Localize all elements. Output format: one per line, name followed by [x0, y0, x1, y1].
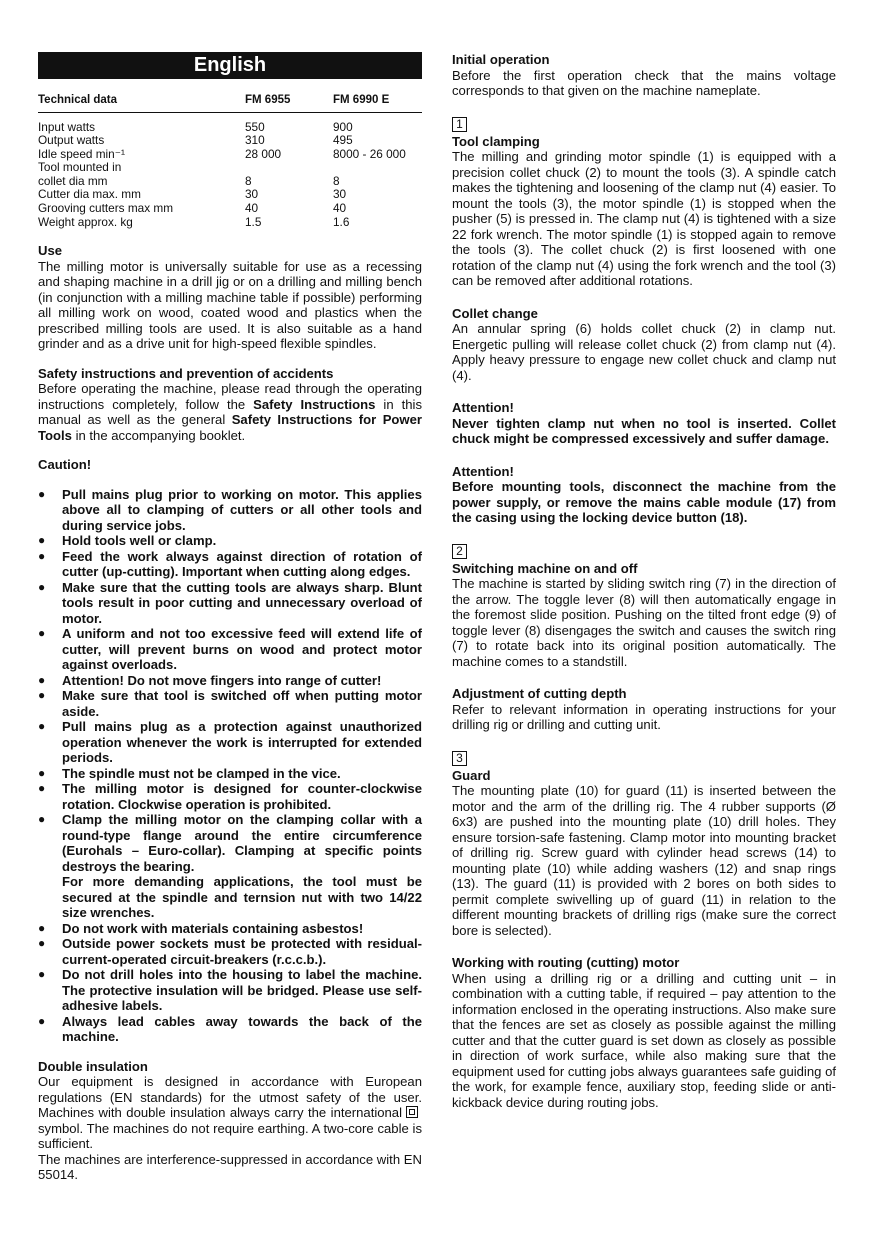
list-item: ● Make sure that tool is switched off when putting motor aside.	[38, 688, 422, 719]
list-item: ● Always lead cables away towards the back of the machine.	[38, 1014, 422, 1045]
language-banner: English	[38, 52, 422, 79]
routing-section	[452, 955, 836, 1110]
attention-1-section	[452, 400, 836, 447]
caution-extra-note: For more demanding applications, the tool must be secured at the spindle and ternsion nut with two 14/22 size wrenches.	[62, 874, 422, 921]
switching-section	[452, 543, 836, 670]
initial-operation-body: Before the first operation check that the mains voltage corresponds to that given on the machine nameplate.	[452, 67, 836, 98]
attention-2-body: Before mounting tools, disconnect the machine from the power supply, or remove the mains cable module (17) from the casing using the locking device button (18).	[452, 479, 836, 525]
table-row: Idle speed min⁻¹ 28 000 8000 - 26 000	[38, 146, 406, 161]
collet-change-section	[452, 306, 836, 384]
attention-2-heading: Attention!	[452, 463, 514, 479]
table-row: Cutter dia max. mm 30 30	[38, 187, 347, 202]
caution-list	[38, 487, 422, 1045]
list-item: ● Make sure that the cutting tools are always sharp. Blunt tools result in poor cutting and unnecessary overload of motor.	[38, 580, 422, 627]
figure-number-3: 3	[452, 751, 467, 766]
model-2-heading: FM 6990 E	[333, 94, 390, 106]
list-item: ● Do not work with materials containing asbestos!	[38, 921, 422, 937]
tool-clamping-body: The milling and grinding motor spindle (1) is equipped with a precision collet chuck (2) to mount the tools (3). A spindle catch makes the tightening and loosening of the clamp nut (4) easier. To mount the tools (3), the motor spindle (1) is stopped when the pusher (5) is pressed in. The clamp nut (4) is tightened with a size 22 fork wrench. The motor spindle (1) is stopped again to remove the tools (3). The collet chuck (2) is first loosened with one rotation of the clamp nut (4) using the fork wrench and the tool (3) can be removed after additional rotations.	[452, 149, 836, 288]
left-column	[38, 52, 422, 1183]
cutting-depth-body: Refer to relevant information in operating instructions for your drilling rig or drilling and cutting unit.	[452, 701, 836, 732]
attention-1-heading: Attention!	[452, 400, 514, 415]
technical-data-heading: Technical data	[38, 94, 118, 106]
collet-change-body: An annular spring (6) holds collet chuck (2) in clamp nut. Energetic pulling will release collet chuck (2) from clamp nut (4). Apply heavy pressure to engage new collet chuck and clamp nut (4).	[452, 321, 836, 383]
tool-clamping-section	[452, 116, 836, 289]
double-insulation-icon	[406, 1106, 418, 1118]
routing-heading: Working with routing (cutting) motor	[452, 955, 680, 970]
list-item: ● Pull mains plug prior to working on motor. This applies above all to clamping of cutters or all other tools and during service jobs.	[38, 487, 422, 534]
safety-section	[38, 366, 422, 444]
model-1-heading: FM 6955	[245, 94, 291, 106]
initial-operation-section	[452, 52, 836, 99]
caution-section	[38, 457, 422, 1045]
figure-number-1: 1	[452, 117, 467, 132]
table-row: Output watts 310 495	[38, 133, 353, 148]
list-item: ● The milling motor is designed for counter-clockwise rotation. Clockwise operation is prohibited.	[38, 781, 422, 812]
tool-clamping-heading: Tool clamping	[452, 133, 540, 149]
list-item: ● A uniform and not too excessive feed will extend life of cutter, will prevent burns on wood and protect motor against overloads.	[38, 626, 422, 673]
collet-change-heading: Collet change	[452, 305, 538, 321]
attention-2-section	[452, 464, 836, 526]
cutting-depth-section	[452, 686, 836, 733]
list-item: ● Clamp the milling motor on the clamping collar with a round-type flange around the entire circumference (Eurohals – Euro-collar). Clamping at specific points destroys the bearing. For more demanding applications, the tool must be secured at the spindle and ternsion nut with two 14/22 size wrenches.	[38, 812, 422, 921]
table-row: collet dia mm 8 8	[38, 173, 340, 188]
switching-heading: Switching machine on and off	[452, 560, 638, 576]
table-row: Grooving cutters max mm 40 40	[38, 201, 347, 216]
table-row: Weight approx. kg 1.5 1.6	[38, 214, 350, 229]
list-item: ● Do not drill holes into the housing to label the machine. The protective insulation will be bridged. Please use self-adhesive labels.	[38, 967, 422, 1014]
caution-heading: Caution!	[38, 457, 92, 473]
list-item: ● Feed the work always against direction of rotation of cutter (up-cutting). Important when cutting along edges.	[38, 549, 422, 580]
cutting-depth-heading: Adjustment of cutting depth	[452, 686, 627, 701]
right-column	[452, 52, 836, 1110]
initial-operation-heading: Initial operation	[452, 52, 550, 67]
list-item: ● Hold tools well or clamp.	[38, 533, 422, 549]
guard-section	[452, 750, 836, 939]
table-row: Input watts 550 900	[38, 119, 353, 134]
technical-data-table	[38, 93, 422, 229]
double-insulation-heading: Double insulation	[38, 1058, 148, 1074]
switching-body: The machine is started by sliding switch ring (7) in the direction of the arrow. The toggle lever (8) will then automatically engage in the foremost slide position. Pushing on the tilted front edge (9) of toggle lever (8) disengages the switch and causes the switch ring (7) to rotate back into its original position automatically. The machine comes to a standstill.	[452, 576, 836, 669]
interference-note: The machines are interference-suppressed in accordance with EN 55014.	[38, 1151, 422, 1183]
figure-number-2: 2	[452, 544, 467, 559]
safety-heading: Safety instructions and prevention of accidents	[38, 365, 334, 381]
guard-heading: Guard	[452, 767, 491, 783]
guard-body: The mounting plate (10) for guard (11) is inserted between the motor and the arm of the drilling rig. The 4 rubber supports (Ø 6x3) are pushed into the mounting plate (10) drill holes. They ensure torsion-safe fastening. Clamp motor into mounting bracket of drilling rig. Screw guard with cylinder head screws (14) to mounting plate (10) while adding washers (12) and snap rings (13). The guard (11) is provided with 2 bores on both sides to permit complete swivelling up of guard (11) in relation to the different mounting brackets of drilling rigs (make sure the correct bore is selected).	[452, 783, 836, 938]
table-row: Tool mounted in	[38, 160, 122, 175]
list-item: ● Attention! Do not move fingers into range of cutter!	[38, 673, 422, 689]
attention-1-body: Never tighten clamp nut when no tool is inserted. Collet chuck might be compressed excessively and suffer damage.	[452, 415, 836, 446]
safety-body: Before operating the machine, please read through the operating instructions completely, follow the Safety Instructions in this manual as well as the general Safety Instructions for Power Tools in the accompanying booklet.	[38, 381, 422, 443]
technical-data-header	[38, 93, 422, 113]
use-heading: Use	[38, 243, 63, 259]
use-section	[38, 243, 422, 352]
routing-body: When using a drilling rig or a drilling and cutting unit – in combination with a cutting table, if required – pay attention to the information enclosed in the operating instructions. Also make sure that the fences are set as closely as possible against the milling cutter and that the cutter guard is set down as closely as possible in direction of work surface, while also making sure that the equipment used for cutting jobs always guarantees safe guiding of the work, for example fence, auxiliary stop, feeding slide or anti-kickback device during routing jobs.	[452, 970, 836, 1110]
list-item: ● Outside power sockets must be protected with residual-current-operated circuit-breakers (r.c.c.b.).	[38, 936, 422, 967]
list-item: ● Pull mains plug as a protection against unauthorized operation whenever the work is interrupted for extended periods.	[38, 719, 422, 766]
list-item: ● The spindle must not be clamped in the vice.	[38, 766, 422, 782]
double-insulation-body: Our equipment is designed in accordance with European regulations (EN standards) for the utmost safety of the user. Machines with double insulation always carry the internationalsymbol. The machines do not require earthing. A two-core cable is sufficient.	[38, 1074, 422, 1152]
use-body: The milling motor is universally suitable for use as a recessing and shaping machine in a drill jig or on a drilling and milling bench (in conjunction with a milling machine table if possible) performing all milling work on wood, coated wood and plastics when the prescribed milling tools are used. It is also suitable as a hand grinder and as a drive unit for high-speed flexible spindles.	[38, 258, 422, 352]
double-insulation-section	[38, 1059, 422, 1183]
